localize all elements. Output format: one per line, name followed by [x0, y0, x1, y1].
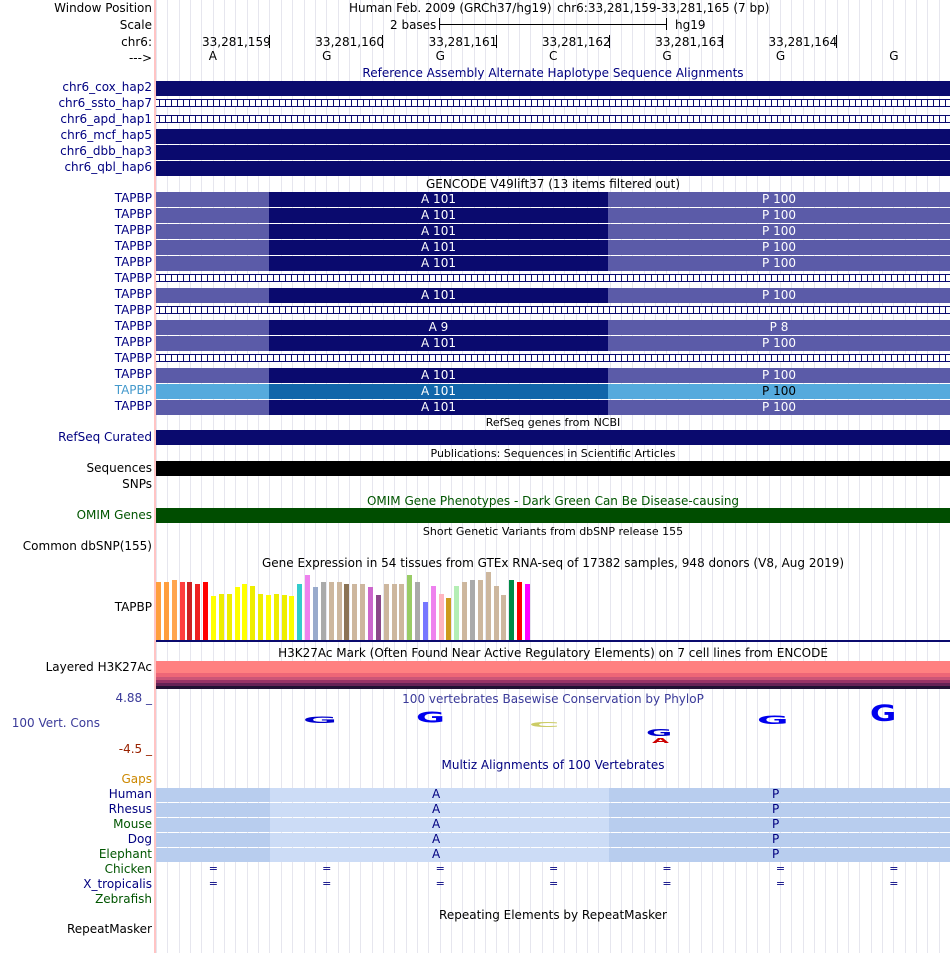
gencode-transcript-label[interactable]: TAPBP — [114, 319, 152, 333]
gtex-tissue-bar[interactable] — [195, 584, 200, 640]
gtex-tissue-bar[interactable] — [289, 596, 294, 640]
multiz-gap-mark: = — [435, 877, 445, 890]
gencode-transcript-label[interactable]: TAPBP — [114, 367, 152, 381]
gtex-tissue-bar[interactable] — [180, 582, 185, 640]
base-letter: G — [889, 49, 899, 63]
gencode-transcript-label[interactable]: TAPBP — [114, 191, 152, 205]
multiz-species-label[interactable]: Zebrafish — [95, 892, 152, 906]
multiz-block-right[interactable] — [609, 818, 950, 832]
gencode-intron-strand[interactable] — [156, 274, 950, 282]
alt-haplotype-strand[interactable] — [156, 99, 950, 107]
gencode-transcript-label[interactable]: TAPBP — [114, 239, 152, 253]
gtex-tissue-bar[interactable] — [423, 602, 428, 640]
conservation-logo-letter: C — [529, 720, 560, 729]
multiz-aa-mid: A — [432, 787, 441, 801]
alt-haplotype-feature[interactable] — [156, 81, 950, 96]
gencode-transcript-label[interactable]: TAPBP — [114, 223, 152, 237]
multiz-block-left[interactable] — [156, 803, 270, 817]
gencode-codon-mid: A 101 — [421, 368, 456, 382]
gtex-tissue-bar[interactable] — [462, 582, 467, 640]
gtex-tissue-bar[interactable] — [337, 582, 342, 640]
position-readout: chr6:33,281,159-33,281,165 (7 bp) — [557, 1, 770, 15]
multiz-gap-mark: = — [322, 862, 332, 875]
alt-haplotype-label[interactable]: chr6_dbb_hap3 — [60, 144, 152, 158]
multiz-gap-mark: = — [435, 862, 445, 875]
gtex-tissue-bar[interactable] — [219, 594, 224, 640]
coordinate-label: 33,281,159 — [202, 35, 271, 49]
alt-haplotype-label[interactable]: chr6_ssto_hap7 — [58, 96, 152, 110]
gencode-intron-strand[interactable] — [156, 354, 950, 362]
gtex-tissue-bar[interactable] — [297, 584, 302, 640]
gtex-tissue-bar[interactable] — [486, 572, 491, 640]
gencode-title[interactable]: GENCODE V49lift37 (13 items filtered out) — [425, 177, 680, 191]
refseq-title[interactable]: RefSeq genes from NCBI — [485, 416, 621, 429]
gencode-codon-right: P 100 — [762, 240, 796, 254]
multiz-aa-mid: A — [432, 802, 441, 816]
omim-label[interactable]: OMIM Genes — [76, 508, 152, 522]
gtex-tissue-bar[interactable] — [235, 587, 240, 640]
gencode-codon-mid: A 101 — [421, 336, 456, 350]
gtex-tissue-bar[interactable] — [329, 582, 334, 640]
gencode-utr-left[interactable] — [156, 192, 269, 207]
sequences-label[interactable]: Sequences — [86, 461, 152, 475]
gtex-tissue-bar[interactable] — [227, 594, 232, 640]
gtex-tissue-bar[interactable] — [321, 582, 326, 640]
coordinate-tick — [609, 35, 610, 48]
gencode-intron-strand[interactable] — [156, 306, 950, 314]
gencode-codon-mid: A 101 — [421, 240, 456, 254]
gtex-label[interactable]: TAPBP — [114, 600, 152, 614]
gencode-codon-mid: A 9 — [428, 320, 449, 334]
gencode-transcript-label[interactable]: TAPBP — [114, 335, 152, 349]
coordinate-label: 33,281,160 — [315, 35, 385, 49]
coordinate-tick — [382, 35, 383, 48]
gtex-tissue-bar[interactable] — [478, 580, 483, 640]
multiz-gap-mark: = — [775, 862, 786, 875]
gtex-tissue-bar[interactable] — [305, 575, 310, 640]
multiz-species-label[interactable]: X_tropicalis — [83, 877, 152, 891]
gencode-codon-mid: A 101 — [421, 224, 456, 238]
gtex-tissue-bar[interactable] — [156, 582, 161, 640]
coordinate-label: 33,281,162 — [541, 35, 611, 49]
gtex-tissue-bar[interactable] — [431, 586, 436, 640]
multiz-block-left[interactable] — [156, 788, 270, 802]
gencode-codon-right: P 100 — [762, 224, 796, 238]
dbsnp-title[interactable]: Short Genetic Variants from dbSNP release 155 — [422, 525, 684, 538]
gencode-utr-left[interactable] — [156, 288, 269, 303]
gtex-tissue-bar[interactable] — [258, 594, 263, 640]
alt-haplotype-feature[interactable] — [156, 145, 950, 160]
gencode-codon-right: P 100 — [762, 256, 796, 270]
gencode-utr-left[interactable] — [156, 384, 269, 399]
multiz-species-label[interactable]: Chicken — [104, 862, 152, 876]
gtex-tissue-bar[interactable] — [454, 586, 459, 640]
gtex-tissue-bar[interactable] — [352, 584, 357, 640]
h3k27ac-signal[interactable] — [156, 661, 950, 689]
conservation-logo-letter: G — [416, 708, 445, 727]
gtex-tissue-bar[interactable] — [368, 587, 373, 640]
multiz-block-left[interactable] — [156, 818, 270, 832]
strand-arrow-label[interactable]: ---> — [128, 51, 152, 65]
alt-haplotype-strand[interactable] — [156, 115, 950, 123]
multiz-gap-mark: = — [662, 862, 672, 875]
multiz-species-label[interactable]: Mouse — [113, 817, 152, 831]
gencode-codon-right: P 100 — [762, 192, 796, 206]
sequences-feature[interactable] — [156, 461, 950, 476]
omim-feature[interactable] — [156, 508, 950, 523]
gtex-tissue-bar[interactable] — [360, 584, 365, 640]
coordinate-tick — [836, 35, 837, 48]
multiz-aa-right: P — [772, 787, 780, 801]
gtex-gene-line — [156, 640, 950, 642]
multiz-aa-right: P — [772, 802, 780, 816]
gtex-tissue-bar[interactable] — [274, 594, 279, 640]
base-letter: A — [208, 49, 217, 63]
snps-label[interactable]: SNPs — [122, 477, 152, 491]
gtex-tissue-bar[interactable] — [399, 584, 404, 640]
gencode-utr-left[interactable] — [156, 336, 269, 351]
multiz-aa-mid: A — [432, 817, 441, 831]
multiz-block-right[interactable] — [609, 848, 950, 862]
gencode-utr-left[interactable] — [156, 240, 269, 255]
gtex-tissue-bar[interactable] — [501, 595, 506, 640]
gtex-tissue-bar[interactable] — [384, 584, 389, 640]
multiz-aa-mid: A — [432, 847, 441, 861]
gtex-tissue-bar[interactable] — [187, 582, 192, 640]
conservation-logo-letter: G — [757, 713, 789, 727]
gencode-transcript-label[interactable]: TAPBP — [114, 255, 152, 269]
dbsnp-label[interactable]: Common dbSNP(155) — [22, 539, 152, 553]
gaps-label[interactable]: Gaps — [121, 772, 152, 786]
conservation-title[interactable]: 100 vertebrates Basewise Conservation by PhyloP — [402, 692, 704, 706]
gtex-tissue-bar[interactable] — [266, 595, 271, 640]
conservation-min: -4.5 _ — [118, 742, 152, 756]
h3k27ac-title[interactable]: H3K27Ac Mark (Often Found Near Active Regulatory Elements) on 7 cell lines from ENCODE — [278, 646, 828, 660]
multiz-gap-mark: = — [549, 877, 559, 890]
gtex-tissue-bar[interactable] — [470, 580, 475, 640]
gencode-codon-right: P 100 — [762, 208, 796, 222]
gtex-tissue-bar[interactable] — [250, 586, 255, 640]
gencode-codon-right: P 8 — [769, 320, 789, 334]
scale-bar-tick-left — [439, 18, 440, 30]
gtex-tissue-bar[interactable] — [164, 582, 169, 640]
coordinate-label: 33,281,161 — [428, 35, 498, 49]
alt-haplotype-label[interactable]: chr6_qbl_hap6 — [64, 160, 152, 174]
gtex-tissue-bar[interactable] — [376, 595, 381, 640]
window-position-label: Window Position — [54, 1, 152, 15]
gtex-tissue-bar[interactable] — [313, 587, 318, 640]
gtex-tissue-bar[interactable] — [172, 580, 177, 640]
alt-haplotype-label[interactable]: chr6_mcf_hap5 — [60, 128, 152, 142]
scale-text: 2 bases — [390, 18, 437, 32]
multiz-aa-right: P — [772, 847, 780, 861]
omim-title[interactable]: OMIM Gene Phenotypes - Dark Green Can Be Disease-causing — [366, 494, 740, 508]
refseq-feature[interactable] — [156, 430, 950, 445]
refseq-label[interactable]: RefSeq Curated — [58, 430, 152, 444]
multiz-species-label[interactable]: Human — [108, 787, 152, 801]
alt-haplotype-label[interactable]: chr6_cox_hap2 — [62, 80, 152, 94]
gtex-tissue-bar[interactable] — [392, 584, 397, 640]
gencode-codon-mid: A 101 — [421, 384, 456, 398]
base-letter: G — [775, 49, 786, 63]
gencode-codon-right: P 100 — [762, 384, 796, 398]
multiz-block-left[interactable] — [156, 833, 270, 847]
gencode-codon-mid: A 101 — [421, 400, 456, 414]
gencode-codon-mid: A 101 — [421, 256, 456, 270]
alt-haplotype-feature[interactable] — [156, 161, 950, 176]
scale-bar — [439, 24, 666, 25]
coordinate-tick — [722, 35, 723, 48]
gtex-tissue-bar[interactable] — [282, 595, 287, 640]
gencode-utr-left[interactable] — [156, 368, 269, 383]
gtex-tissue-bar[interactable] — [517, 582, 522, 640]
multiz-block-right[interactable] — [609, 803, 950, 817]
gtex-tissue-bar[interactable] — [494, 586, 499, 640]
gencode-transcript-label[interactable]: TAPBP — [114, 207, 152, 221]
repeatmasker-title[interactable]: Repeating Elements by RepeatMasker — [439, 908, 667, 922]
scale-db: hg19 — [675, 18, 706, 32]
gtex-tissue-bar[interactable] — [203, 582, 208, 640]
coordinate-label: 33,281,164 — [768, 35, 838, 49]
coordinate-tick — [496, 35, 497, 48]
assembly-name: Human Feb. 2009 (GRCh37/hg19) — [349, 1, 552, 15]
multiz-block-left[interactable] — [156, 848, 270, 862]
gencode-codon-right: P 100 — [762, 400, 796, 414]
conservation-logo-letter: G — [303, 714, 338, 726]
scale-label: Scale — [119, 18, 152, 32]
gencode-utr-left[interactable] — [156, 256, 269, 271]
gtex-chart[interactable] — [156, 572, 950, 640]
gencode-transcript-label[interactable]: TAPBP — [114, 287, 152, 301]
multiz-title[interactable]: Multiz Alignments of 100 Vertebrates — [441, 758, 665, 772]
multiz-aa-right: P — [772, 817, 780, 831]
multiz-species-label[interactable]: Elephant — [98, 847, 152, 861]
gencode-codon-right: P 100 — [762, 368, 796, 382]
multiz-gap-mark: = — [549, 862, 559, 875]
gtex-tissue-bar[interactable] — [439, 594, 444, 640]
multiz-gap-mark: = — [208, 862, 218, 875]
gencode-transcript-label[interactable]: TAPBP — [114, 271, 152, 285]
gencode-transcript-label[interactable]: TAPBP — [114, 303, 152, 317]
gencode-utr-left[interactable] — [156, 320, 269, 335]
multiz-gap-mark: = — [775, 877, 786, 890]
gencode-codon-right: P 100 — [762, 336, 796, 350]
gencode-codon-right: P 100 — [762, 288, 796, 302]
multiz-aa-mid: A — [432, 832, 441, 846]
alt-haplotype-label[interactable]: chr6_apd_hap1 — [60, 112, 152, 126]
base-letter: G — [322, 49, 332, 63]
base-letter: C — [549, 49, 558, 63]
conservation-logo-letter: G — [870, 700, 897, 727]
base-letter: G — [435, 49, 445, 63]
multiz-gap-mark: = — [662, 877, 672, 890]
coordinate-label: 33,281,163 — [655, 35, 724, 49]
gencode-transcript-label[interactable]: TAPBP — [114, 383, 152, 397]
multiz-block-right[interactable] — [609, 833, 950, 847]
multiz-species-label[interactable]: Dog — [127, 832, 152, 846]
multiz-gap-mark: = — [889, 862, 899, 875]
gtex-tissue-bar[interactable] — [525, 584, 530, 640]
gtex-tissue-bar[interactable] — [344, 584, 349, 640]
conservation-max: 4.88 _ — [115, 691, 152, 705]
gtex-title[interactable]: Gene Expression in 54 tissues from GTEx RNA-seq of 17382 samples, 948 donors (V8, Aug 2019) — [261, 556, 845, 570]
multiz-aa-right: P — [772, 832, 780, 846]
conservation-label[interactable]: 100 Vert. Cons — [11, 716, 100, 730]
multiz-species-label[interactable]: Rhesus — [108, 802, 152, 816]
gencode-utr-left[interactable] — [156, 400, 269, 415]
gtex-tissue-bar[interactable] — [407, 575, 412, 640]
scale-bar-tick-right — [666, 18, 667, 30]
gtex-tissue-bar[interactable] — [415, 582, 420, 640]
conservation-logo-letter-a: A — [652, 737, 670, 746]
gencode-codon-mid: A 101 — [421, 192, 456, 206]
alt-haplotype-feature[interactable] — [156, 129, 950, 144]
publications-title[interactable]: Publications: Sequences in Scientific Articles — [430, 447, 676, 460]
conservation-logo-letter: G — [646, 726, 673, 739]
gtex-tissue-bar[interactable] — [509, 580, 514, 640]
gencode-utr-left[interactable] — [156, 224, 269, 239]
gencode-transcript-label[interactable]: TAPBP — [114, 351, 152, 365]
coordinate-tick — [269, 35, 270, 48]
gtex-tissue-bar[interactable] — [242, 584, 247, 640]
multiz-block-right[interactable] — [609, 788, 950, 802]
h3k27ac-label[interactable]: Layered H3K27Ac — [45, 660, 152, 674]
gtex-tissue-bar[interactable] — [446, 598, 451, 640]
alt-haplotypes-title[interactable]: Reference Assembly Alternate Haplotype Sequence Alignments — [362, 66, 744, 80]
chr-label: chr6: — [121, 35, 152, 49]
multiz-gap-mark: = — [889, 877, 899, 890]
gencode-utr-left[interactable] — [156, 208, 269, 223]
multiz-gap-mark: = — [208, 877, 218, 890]
repeatmasker-label[interactable]: RepeatMasker — [66, 922, 152, 936]
multiz-gap-mark: = — [322, 877, 332, 890]
gencode-codon-mid: A 101 — [421, 208, 456, 222]
base-letter: G — [662, 49, 672, 63]
gtex-tissue-bar[interactable] — [211, 596, 216, 640]
gencode-codon-mid: A 101 — [421, 288, 456, 302]
gencode-transcript-label[interactable]: TAPBP — [114, 399, 152, 413]
